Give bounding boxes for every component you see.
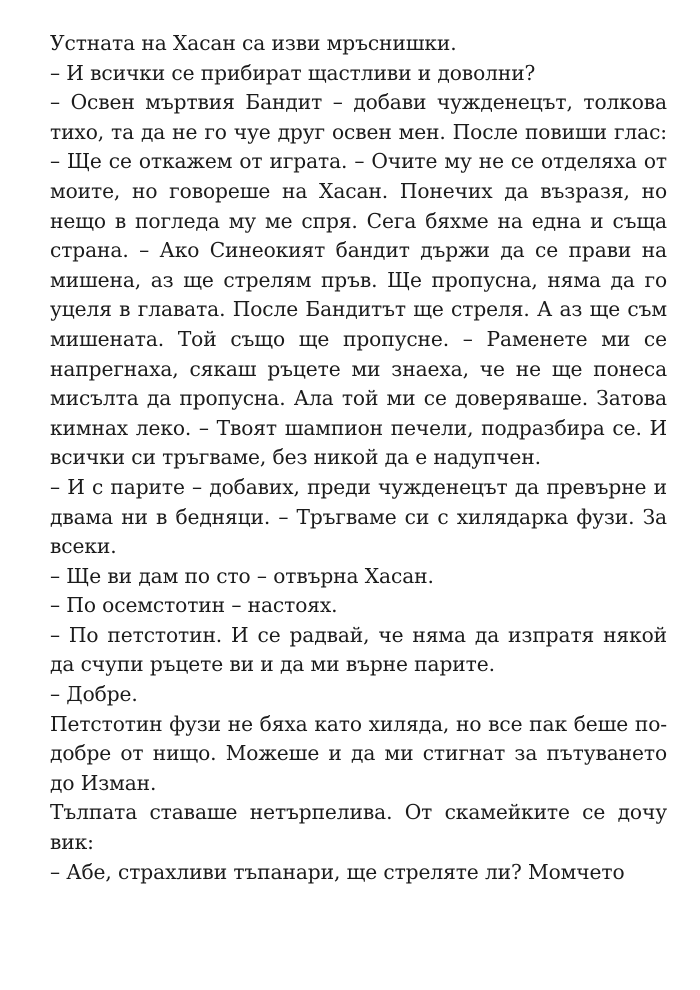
paragraph-7: – По петстотин. И се радвай, че няма да изпратя някой да счупи ръцете ви и да ми върне парите. [50, 622, 667, 677]
paragraph-8: – Добре. [50, 682, 138, 707]
paragraph-3: – Освен мъртвия Бандит – добави чужденецът, толкова тихо, та да не го чуе друг освен мен. После повиши глас: – Ще се откажем от играта. – Очите му не се отделяха от моите, но говореше на Хасан. Понечих да възразя, но нещо в погледа му ме спря. Сега бяхме на една и съща страна. – Ако Синеокият бандит държи да се прави на мишена, аз ще стрелям пръв. Ще пропусна, няма да го уцеля в главата. После Бандитът ще стреля. А аз ще съм мишената. Той също ще пропусне. – Раменете ми се напрегнаха, сякаш ръцете ми знаеха, че не ще понеса мисълта да пропусна. Ала той ми се доверяваше. Затова кимнах леко. – Твоят шампион печели, подразбира се. И всички си тръгваме, без никой да е надупчен. [50, 90, 667, 470]
paragraph-5: – Ще ви дам по сто – отвърна Хасан. [50, 563, 434, 588]
paragraph-6: – По осемстотин – настоях. [50, 593, 338, 618]
paragraph-11: – Абе, страхливи тъпанари, ще стреляте ли? Момчето [50, 859, 625, 884]
book-page-text [50, 29, 667, 887]
paragraph-2: – И всички се прибират щастливи и доволни? [50, 60, 536, 85]
paragraph-9: Петстотин фузи не бяха като хиляда, но все пак беше по-добре от нищо. Можеше и да ми стигнат за пътуването до Изман. [50, 711, 667, 795]
paragraph-10: Тълпата ставаше нетърпелива. От скамейките се дочу вик: [50, 800, 667, 855]
paragraph-1: Устната на Хасан са изви мръснишки. [50, 31, 457, 55]
paragraph-4: – И с парите – добавих, преди чужденецът да превърне и двама ни в бедняци. – Тръгваме си с хилядарка фузи. За всеки. [50, 474, 667, 559]
